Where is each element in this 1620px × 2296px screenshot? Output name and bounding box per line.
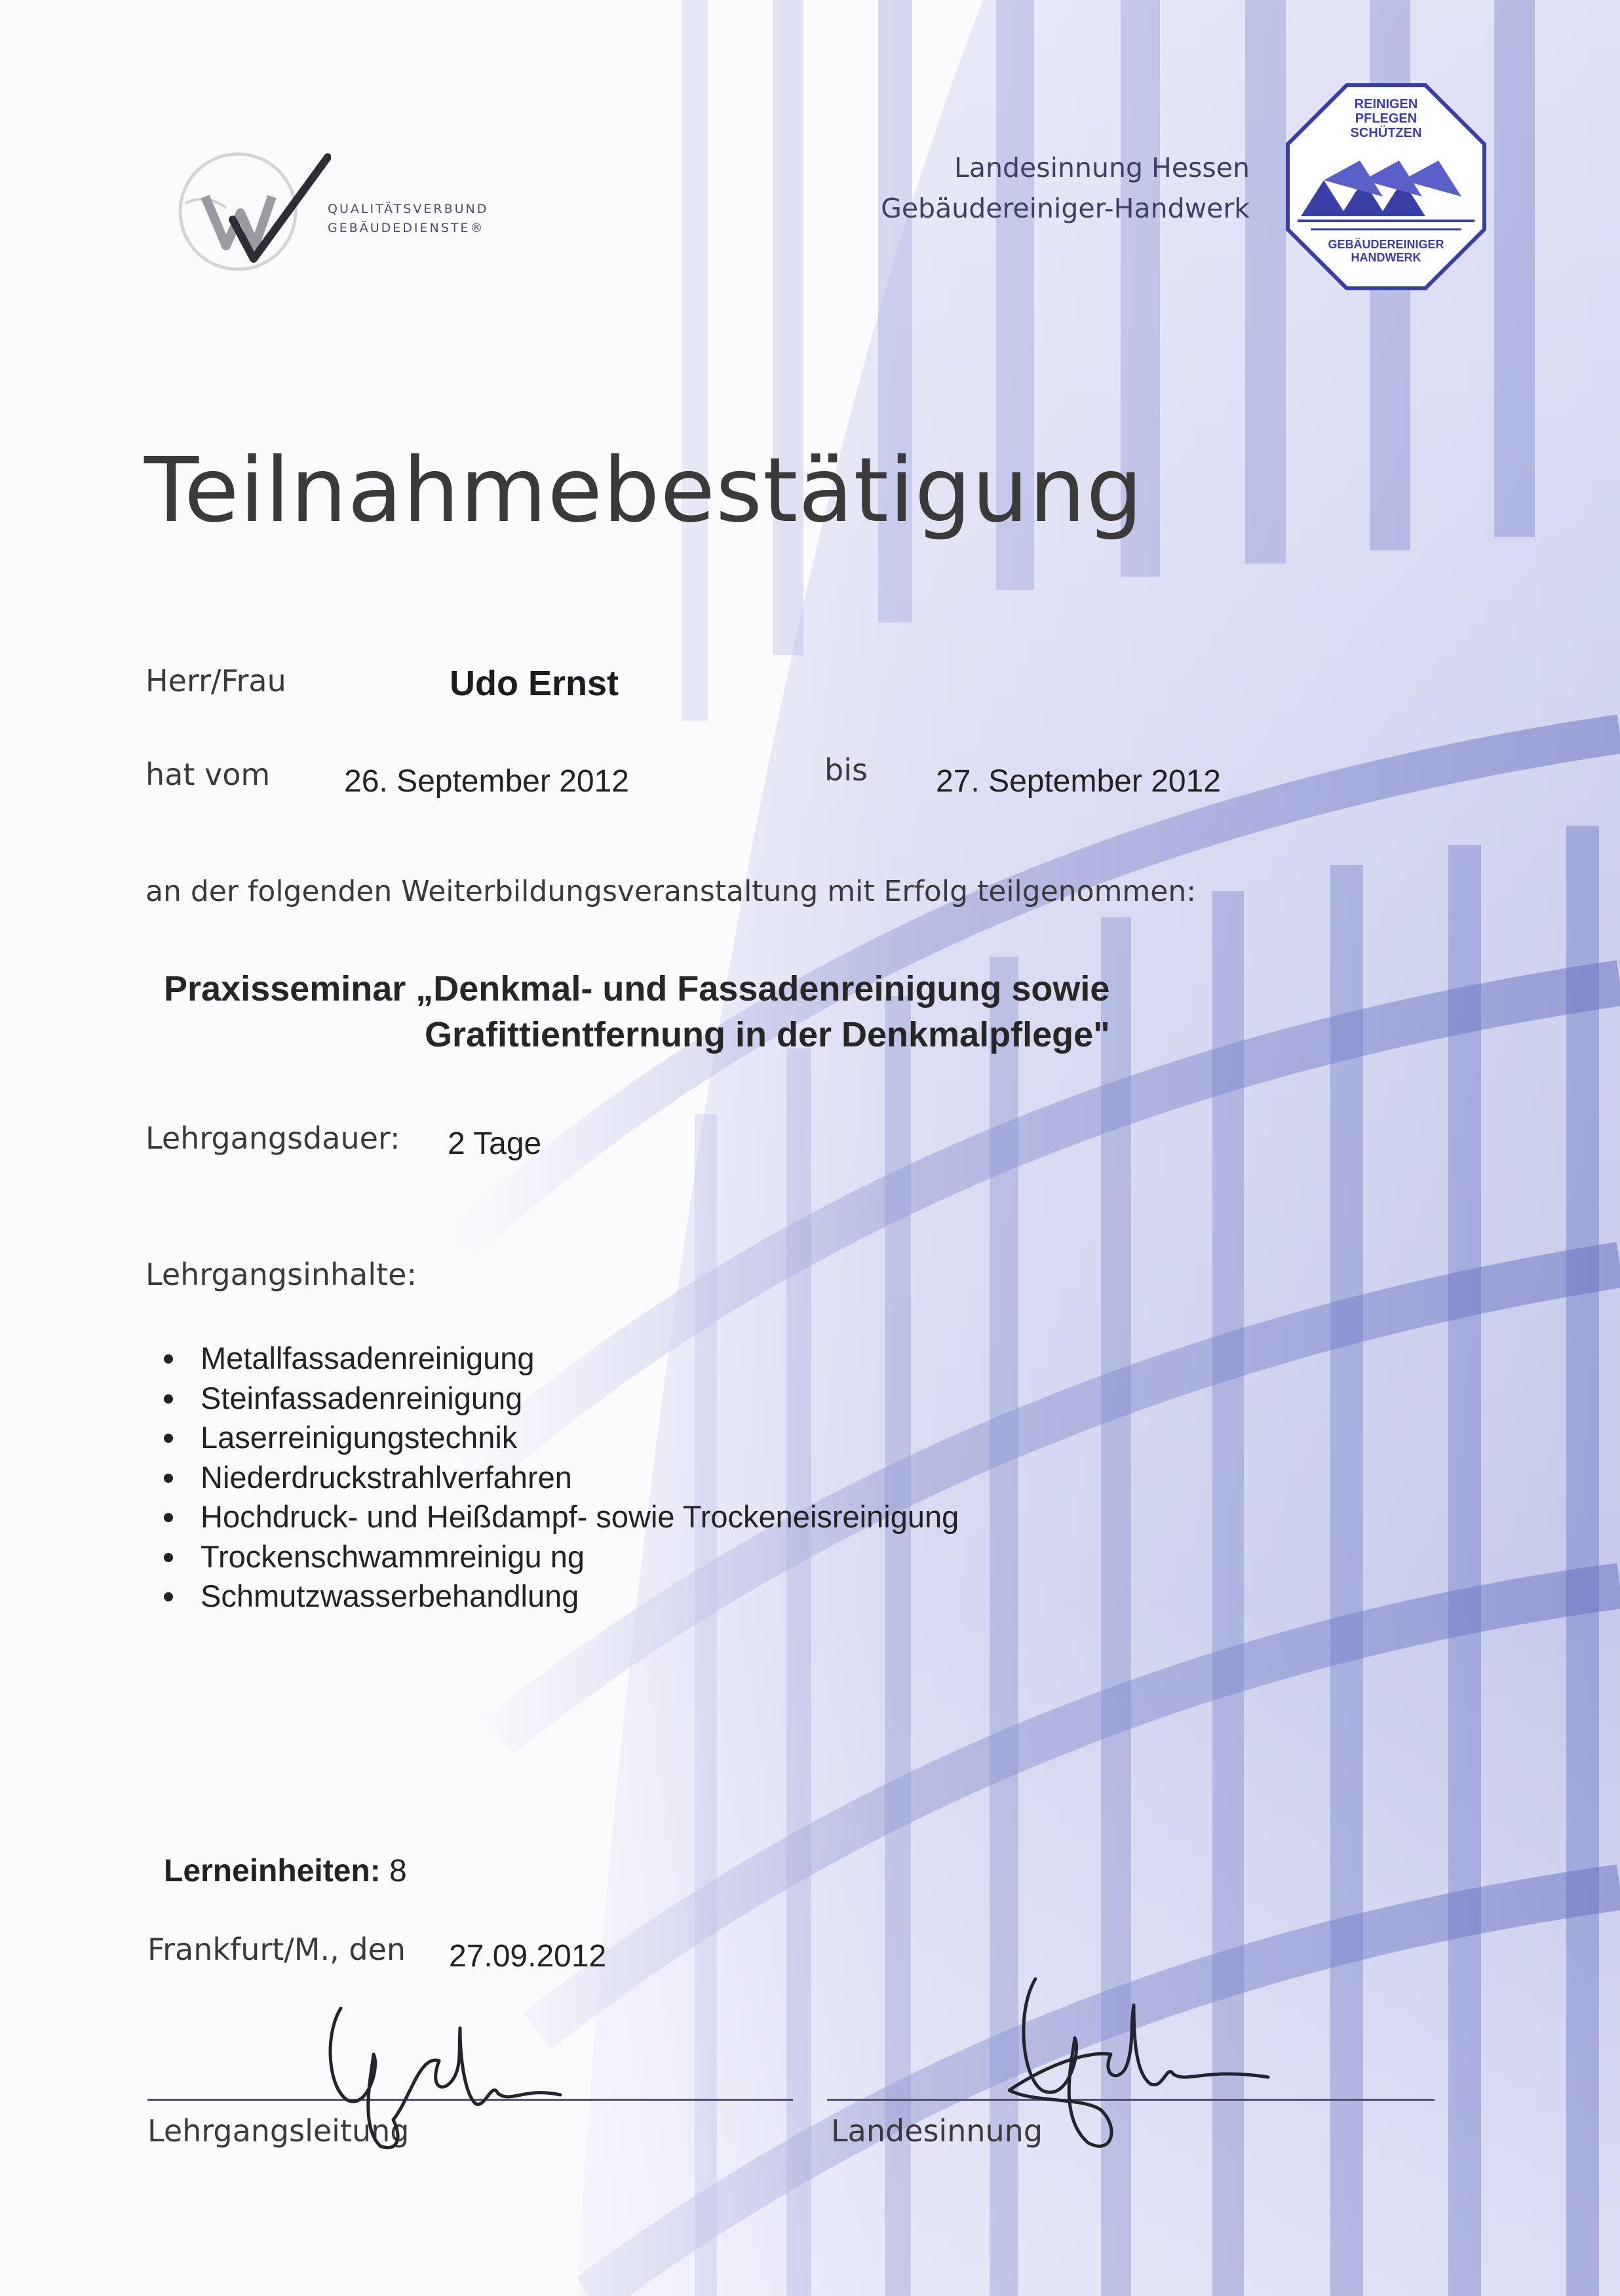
period-to-label: bis (824, 752, 868, 788)
issue-date: 27.09.2012 (449, 1939, 607, 1974)
quality-association-name (328, 200, 488, 238)
seminar-title-line2: Grafittientfernung in der Denkmalpflege" (425, 1015, 1110, 1054)
list-item-text: Trockenschwammreinigu ng (201, 1539, 585, 1574)
signature-left-image (288, 1989, 564, 2159)
bullet-icon (164, 1474, 173, 1483)
guild-name (881, 147, 1250, 229)
quality-association-line2: GEBÄUDEDIENSTE® (328, 221, 485, 235)
signature-label-left: Lehrgangsleitung (147, 2113, 410, 2149)
emblem-top-text-1: REINIGEN (1354, 97, 1418, 111)
intro-text: an der folgenden Weiterbildungsveranstaltung mit Erfolg teilgenommen: (145, 875, 1197, 908)
period-to-date: 27. September 2012 (936, 764, 1221, 799)
list-item (157, 1537, 959, 1577)
list-item (157, 1418, 959, 1458)
list-item (157, 1577, 959, 1617)
learning-units-value: 8 (389, 1854, 407, 1888)
contents-list (157, 1339, 959, 1617)
bullet-icon (164, 1354, 173, 1364)
learning-units-label: Lerneinheiten: (164, 1854, 381, 1888)
list-item-text: Metallfassadenreinigung (201, 1341, 535, 1375)
bullet-icon (164, 1513, 173, 1522)
page-title: Teilnahmebestätigung (144, 439, 1144, 543)
emblem-top-text-3: SCHÜTZEN (1350, 126, 1422, 140)
signature-right-image (996, 1966, 1271, 2156)
qualitaetsverbund-w-logo (167, 147, 331, 275)
list-item (157, 1458, 959, 1498)
list-item-text: Schmutzwasserbehandlung (201, 1578, 579, 1613)
list-item-text: Laserreinigungstechnik (201, 1420, 518, 1455)
bullet-icon (164, 1434, 173, 1443)
list-item (157, 1379, 959, 1419)
bullet-icon (164, 1394, 173, 1404)
salutation-label: Herr/Frau (145, 663, 286, 698)
period-from-label: hat vom (145, 757, 271, 792)
learning-units (164, 1853, 407, 1889)
list-item (157, 1339, 959, 1379)
period-from-date: 26. September 2012 (344, 764, 629, 799)
duration-value: 2 Tage (448, 1126, 542, 1161)
list-item-text: Niederdruckstrahlverfahren (201, 1459, 572, 1495)
list-item-text: Steinfassadenreinigung (201, 1380, 523, 1415)
bullet-icon (164, 1553, 173, 1562)
signature-label-right: Landesinnung (831, 2113, 1043, 2149)
duration-label: Lehrgangsdauer: (145, 1120, 400, 1156)
list-item (157, 1497, 959, 1537)
guild-name-line1: Landesinnung Hessen (954, 152, 1250, 183)
emblem-bottom-text-2: HANDWERK (1351, 251, 1421, 264)
guild-name-line2: Gebäudereiniger-Handwerk (881, 193, 1250, 224)
participant-name: Udo Ernst (450, 664, 619, 703)
emblem-top-text-2: PFLEGEN (1355, 111, 1418, 126)
emblem-bottom-text-1: GEBÄUDEREINIGER (1328, 238, 1444, 251)
place-label: Frankfurt/M., den (147, 1932, 406, 1967)
list-item-text: Hochdruck- und Heißdampf- sowie Trockeneisreinigung (201, 1499, 959, 1534)
quality-association-line1: QUALITÄTSVERBUND (328, 202, 489, 216)
gebaeudereiniger-handwerk-emblem (1284, 82, 1488, 292)
seminar-title-line1: Praxisseminar „Denkmal- und Fassadenreinigung sowie (164, 969, 1110, 1008)
contents-label: Lehrgangsinhalte: (145, 1257, 417, 1292)
bullet-icon (164, 1592, 173, 1601)
